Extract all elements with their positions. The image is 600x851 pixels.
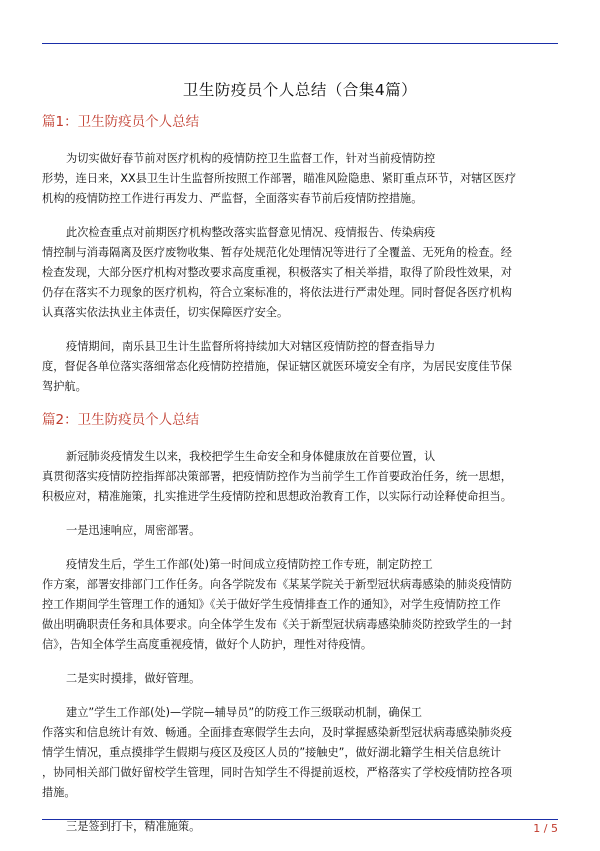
paragraph-line: 驾护航。 [42, 380, 87, 393]
document-title: 卫生防疫员个人总结（合集4篇） [182, 81, 418, 99]
paragraph-line: 控工作期间学生管理工作的通知》《关于做好学生疫情排查工作的通知》，对学生疫情防控工作 [42, 598, 501, 611]
paragraph-line: 一是迅速响应，周密部署。 [66, 524, 201, 537]
paragraph-line: 仍存在落实不力现象的医疗机构，符合立案标准的，将依法进行严肃处理。同时督促各医疗机构 [42, 286, 512, 299]
paragraph-line: ，协同相关部门做好留校学生管理，同时告知学生不得提前返校，严格落实了学校疫情防控各项 [42, 766, 512, 779]
paragraph-line: 认真落实依法执业主体责任，切实保障医疗安全。 [42, 306, 289, 319]
paragraph-line: 此次检查重点对前期医疗机构整改落实监督意见情况、疫情报告、传染病疫 [66, 226, 436, 239]
paragraph-line: 疫情期间，南乐县卫生计生监督所将持续加大对辖区疫情防控的督查指导力 [66, 340, 436, 353]
paragraph-line: 做出明确职责任务和具体要求。向全体学生发布《关于新型冠状病毒感染肺炎防控致学生的一封 [42, 618, 512, 631]
paragraph-line: 作落实和信息统计有效、畅通。全面排查寒假学生去向，及时掌握感染新型冠状病毒感染肺炎疫 [42, 726, 512, 739]
paragraph-line: 信》，告知全体学生高度重视疫情，做好个人防护，理性对待疫情。 [42, 638, 373, 651]
paragraph-line: 积极应对，精准施策，扎实推进学生疫情防控和思想政治教育工作，以实际行动诠释使命担当。 [42, 490, 512, 503]
paragraph-line: 建立”学生工作部(处)—学院—辅导员”的防疫工作三级联动机制，确保工 [66, 706, 422, 719]
footer-rule [42, 819, 558, 820]
paragraph [42, 337, 558, 397]
paragraph-line: 二是实时摸排，做好管理。 [66, 672, 201, 685]
paragraph [42, 149, 558, 209]
paragraph-line: 度，督促各单位落实落细常态化疫情防控措施，保证辖区就医环境安全有序，为居民安度佳节保 [42, 360, 512, 373]
paragraph [42, 817, 558, 837]
paragraph-line: 三是签到打卡，精准施策。 [66, 820, 201, 833]
paragraph [42, 669, 558, 689]
header-rule [42, 43, 558, 44]
paragraph [42, 447, 558, 507]
paragraph [42, 555, 558, 655]
section-heading: 篇2：卫生防疫员个人总结 [42, 412, 200, 428]
paragraph-line: 疫情发生后，学生工作部(处)第一时间成立疫情防控工作专班，制定防控工 [66, 558, 433, 571]
paragraph-line: 形势，连日来，XX县卫生计生监督所按照工作部署，瞄准风险隐患、紧盯重点环节，对辖区医疗 [42, 172, 517, 185]
paragraph-line: 措施。 [42, 786, 76, 799]
paragraph-line: 为切实做好春节前对医疗机构的疫情防控卫生监督工作，针对当前疫情防控 [66, 152, 436, 165]
paragraph [42, 223, 558, 323]
paragraph [42, 521, 558, 541]
paragraph-line: 作方案，部署安排部门工作任务。向各学院发布《某某学院关于新型冠状病毒感染的肺炎疫情防 [42, 578, 512, 591]
paragraph-line: 检查发现，大部分医疗机构对整改要求高度重视，积极落实了相关举措，取得了阶段性效果，对 [42, 266, 512, 279]
paragraph-line: 情控制与消毒隔离及医疗废物收集、暂存处规范化处理情况等进行了全覆盖、无死角的检查。经 [42, 246, 512, 259]
section-heading: 篇1：卫生防疫员个人总结 [42, 114, 200, 130]
paragraph-line: 情学生情况，重点摸排学生假期与疫区及疫区人员的”接触史”，做好湖北籍学生相关信息统计 [42, 746, 502, 759]
page-number: 1 / 5 [533, 822, 558, 835]
document-body [42, 113, 558, 851]
paragraph-line: 真贯彻落实疫情防控指挥部决策部署，把疫情防控作为当前学生工作首要政治任务，统一思想， [42, 470, 512, 483]
paragraph [42, 703, 558, 803]
paragraph-line: 新冠肺炎疫情发生以来，我校把学生生命安全和身体健康放在首要位置，认 [66, 450, 436, 463]
paragraph-line: 机构的疫情防控工作进行再发力、严监督，全面落实春节前后疫情防控措施。 [42, 192, 423, 205]
